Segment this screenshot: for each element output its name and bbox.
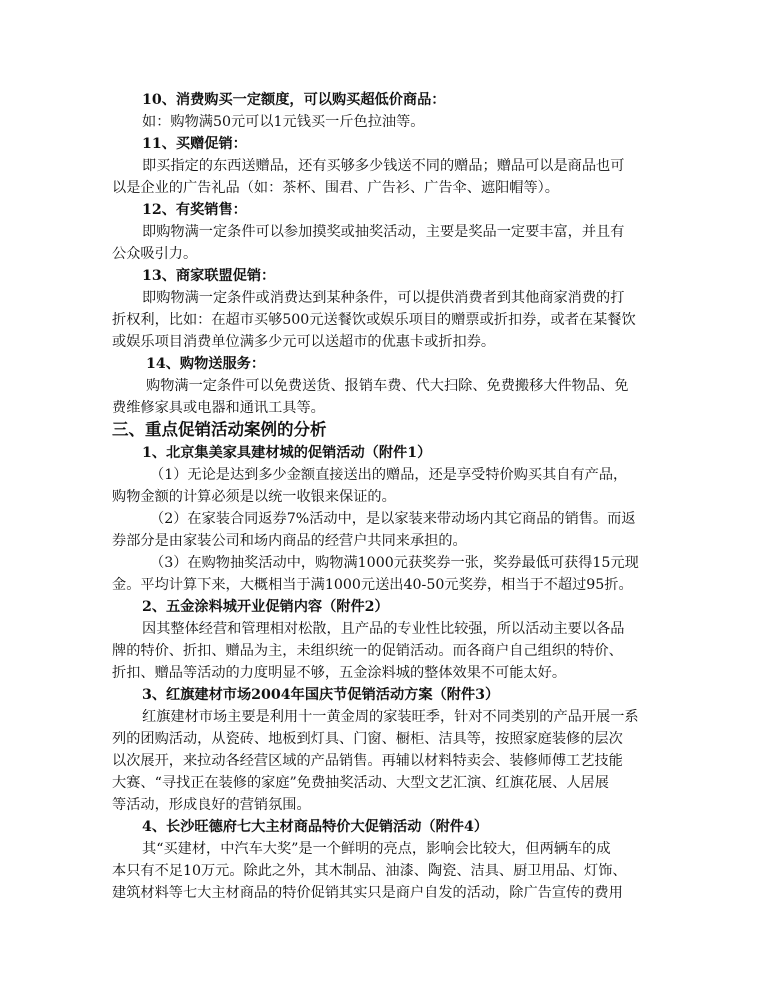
item-12-text-2: 公众吸引力。 [112,246,198,262]
case-1-text-2: 购物金额的计算必须是以统一收银来保证的。 [112,489,396,505]
case-2-text-1: 因其整体经营和管理相对松散，且产品的专业性比较强，所以活动主要以各品 [142,621,625,637]
case-3-text-4: 大赛、“寻找正在装修的家庭”免费抽奖活动、大型文艺汇演、红旗花展、人居展 [112,775,609,791]
case-1-text-4: 券部分是由家装公司和场内商品的经营户共同来承担的。 [112,533,467,549]
case-2-heading: 2、五金涂料城开业促销内容（附件2） [142,599,389,615]
case-4-heading: 4、长沙旺德府七大主材商品特价大促销活动（附件4） [142,819,489,835]
case-3-text-5: 等活动，形成良好的营销氛围。 [112,797,311,813]
item-13-text-1: 即购物满一定条件或消费达到某种条件，可以提供消费者到其他商家消费的打 [142,290,625,306]
item-11-text-2: 以是企业的广告礼品（如：茶杯、围君、广告衫、广告伞、遮阳帽等）。 [112,180,559,196]
case-4-text-3: 建筑材料等七大主材商品的特价促销其实只是商户自发的活动，除广告宣传的费用 [112,885,623,901]
case-2-text-2: 牌的特价、折扣、赠品为主，未组织统一的促销活动。而各商户自己组织的特价、 [112,643,623,659]
case-3-text-2: 列的团购活动，从瓷砖、地板到灯具、门窗、橱柜、洁具等，按照家庭装修的层次 [112,731,623,747]
case-3-heading: 3、红旗建材市场2004年国庆节促销活动方案（附件3） [142,687,500,703]
case-3-text-3: 以次展开，来拉动各经营区域的产品销售。再辅以材料特卖会、装修师傅工艺技能 [112,753,623,769]
case-1-text-5: （3）在购物抽奖活动中，购物满1000元获奖券一张，奖券最低可获得15元现 [150,555,639,571]
case-4-text-1: 其“买建材，中汽车大奖”是一个鲜明的亮点，影响会比较大，但两辆车的成 [142,841,611,857]
item-13-text-2: 折权利，比如：在超市买够500元送餐饮或娱乐项目的赠票或折扣券，或者在某餐饮 [112,312,636,328]
item-11-heading: 11、买赠促销： [142,136,247,152]
case-4-text-2: 本只有不足10万元。除此之外，其木制品、油漆、陶瓷、洁具、厨卫用品、灯饰、 [112,863,627,879]
case-1-text-1: （1）无论是达到多少金额直接送出的赠品，还是享受特价购买其自有产品， [150,467,628,483]
case-1-heading: 1、北京集美家具建材城的促销活动（附件1） [142,445,432,461]
item-10-heading: 10、消费购买一定额度，可以购买超低价商品： [142,92,446,108]
section-3-heading: 三、重点促销活动案例的分析 [112,420,327,439]
item-12-heading: 12、有奖销售： [142,202,247,218]
case-3-text-1: 红旗建材市场主要是利用十一黄金周的家装旺季，针对不同类别的产品开展一系 [142,709,639,725]
item-13-heading: 13、商家联盟促销： [142,268,276,284]
case-1-text-6: 金。平均计算下来，大概相当于满1000元送出40-50元奖券，相当于不超过95折。 [112,577,633,593]
item-14-text-1: 购物满一定条件可以免费送货、报销车费、代大扫除、免费搬移大件物品、免 [146,378,629,394]
item-13-text-3: 或娱乐项目消费单位满多少元可以送超市的优惠卡或折扣券。 [112,334,496,350]
item-14-text-2: 费维修家具或电器和通讯工具等。 [112,400,325,416]
item-14-heading: 14、购物送服务： [146,356,266,372]
item-10-text: 如：购物满50元可以1元钱买一斤色拉油等。 [142,114,425,130]
case-2-text-3: 折扣、赠品等活动的力度明显不够，五金涂料城的整体效果不可能太好。 [112,665,567,681]
item-11-text-1: 即买指定的东西送赠品，还有买够多少钱送不同的赠品；赠品可以是商品也可 [142,158,625,174]
case-1-text-3: （2）在家装合同返券7%活动中，是以家装来带动场内其它商品的销售。而返 [150,511,636,527]
item-12-text-1: 即购物满一定条件可以参加摸奖或抽奖活动，主要是奖品一定要丰富，并且有 [142,224,625,240]
